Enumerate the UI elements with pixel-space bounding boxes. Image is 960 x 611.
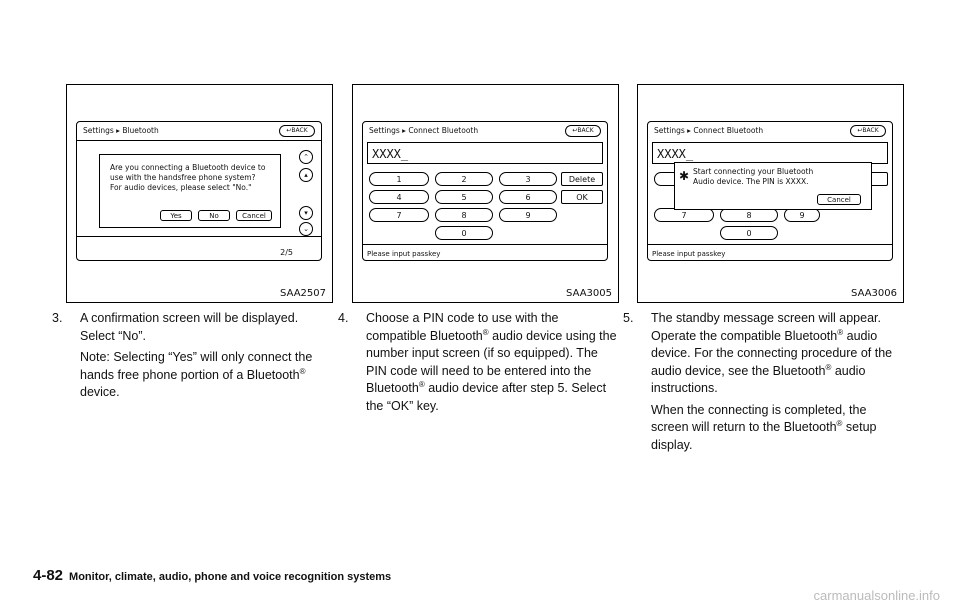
pin-field[interactable]: XXXX_ — [367, 142, 603, 164]
standby-dialog — [674, 162, 872, 210]
key-6[interactable]: 6 — [499, 190, 557, 204]
back-button[interactable]: ↩BACK — [279, 125, 315, 137]
back-arrow-icon: ↩ — [286, 127, 292, 134]
figure-code: SAA2507 — [280, 288, 326, 299]
step-number: 3. — [52, 311, 63, 325]
key-4[interactable]: 4 — [369, 190, 429, 204]
back-arrow-icon: ↩ — [857, 127, 863, 134]
breadcrumb: Settings ▸ Connect Bluetooth — [654, 126, 764, 135]
delete-button[interactable]: Delete — [561, 172, 603, 186]
step-3 — [52, 310, 336, 406]
key-3[interactable]: 3 — [499, 172, 557, 186]
breadcrumb: Settings ▸ Bluetooth — [83, 126, 159, 135]
divider — [363, 244, 607, 245]
step-note: Note: Selecting “Yes” will only connect the hands free phone portion of a Bluetooth® device. — [80, 350, 313, 399]
dialog-line: Are you connecting a Bluetooth device to — [110, 163, 266, 172]
cancel-button[interactable]: Cancel — [817, 194, 861, 205]
figure-code: SAA3006 — [851, 288, 897, 299]
cancel-button[interactable]: Cancel — [236, 210, 272, 221]
section-title: Monitor, climate, audio, phone and voice recognition systems — [69, 571, 392, 583]
step-number: 4. — [338, 311, 349, 325]
scroll-up-small-icon[interactable]: ▴ — [299, 168, 313, 182]
status-hint: Please input passkey — [652, 250, 726, 258]
dialog-line: Audio device. The PIN is XXXX. — [693, 177, 809, 186]
scroll-down-icon[interactable]: ⌄ — [299, 222, 313, 236]
step-5: 5. The standby message screen will appear. Operate the compatible Bluetooth® audio device. For the connecting procedure of the audio device, see the Bluetooth® audio instructions. When the connecting is completed, the screen will return to the Bluetooth® setup display. — [637, 310, 907, 458]
key-8[interactable]: 8 — [720, 208, 778, 222]
yes-button[interactable]: Yes — [160, 210, 192, 221]
bluetooth-settings-screen — [76, 121, 322, 261]
scroll-up-icon[interactable]: ⌃ — [299, 150, 313, 164]
divider — [77, 236, 321, 237]
figure-code: SAA3005 — [566, 288, 612, 299]
back-arrow-icon: ↩ — [572, 127, 578, 134]
step-4: 4. Choose a PIN code to use with the compatible Bluetooth® audio device using the number input screen (if so equipped). The PIN code will need to be entered into the Bluetooth® audio device after step 5. Select the “OK” key. — [338, 311, 617, 413]
connect-bluetooth-screen — [362, 121, 608, 261]
status-hint: Please input passkey — [367, 250, 441, 258]
step-text: The standby message screen will appear. Operate the compatible Bluetooth — [651, 311, 881, 343]
key-8[interactable]: 8 — [435, 208, 493, 222]
page-footer — [33, 567, 391, 585]
figure-standby-message — [637, 84, 904, 303]
key-9[interactable]: 9 — [499, 208, 557, 222]
connect-bluetooth-screen — [647, 121, 893, 261]
divider — [648, 244, 892, 245]
no-button[interactable]: No — [198, 210, 230, 221]
breadcrumb: Settings ▸ Connect Bluetooth — [369, 126, 479, 135]
step-number: 5. — [623, 311, 634, 325]
figure-pin-input — [352, 84, 619, 303]
step-note: When the connecting is completed, the screen will return to the Bluetooth® setup display. — [651, 402, 877, 452]
step-text: Choose a PIN code to use with the compatible Bluetooth — [366, 311, 559, 343]
ok-button[interactable]: OK — [561, 190, 603, 204]
key-0[interactable]: 0 — [720, 226, 778, 240]
key-2[interactable]: 2 — [435, 172, 493, 186]
dialog-line: For audio devices, please select "No." — [110, 183, 252, 192]
page-indicator: 2/5 — [280, 248, 293, 257]
page-number: 4-82 — [33, 567, 64, 584]
key-1[interactable]: 1 — [369, 172, 429, 186]
back-button[interactable]: ↩BACK — [565, 125, 601, 137]
step-text: A confirmation screen will be displayed. Select “No”. — [80, 311, 299, 343]
key-7[interactable]: 7 — [654, 208, 714, 222]
watermark: carmanualsonline.info — [813, 588, 940, 603]
bluetooth-icon: ✱ — [679, 169, 690, 183]
back-button[interactable]: ↩BACK — [850, 125, 886, 137]
confirmation-dialog — [99, 154, 281, 228]
figure-bluetooth-confirmation — [66, 84, 333, 303]
key-7[interactable]: 7 — [369, 208, 429, 222]
key-0[interactable]: 0 — [435, 226, 493, 240]
scroll-down-small-icon[interactable]: ▾ — [299, 206, 313, 220]
dialog-line: Start connecting your Bluetooth — [693, 167, 814, 176]
key-5[interactable]: 5 — [435, 190, 493, 204]
divider — [77, 140, 321, 141]
dialog-line: use with the handsfree phone system? — [110, 173, 256, 182]
key-9[interactable]: 9 — [784, 208, 820, 222]
pin-field[interactable]: XXXX_ — [652, 142, 888, 164]
